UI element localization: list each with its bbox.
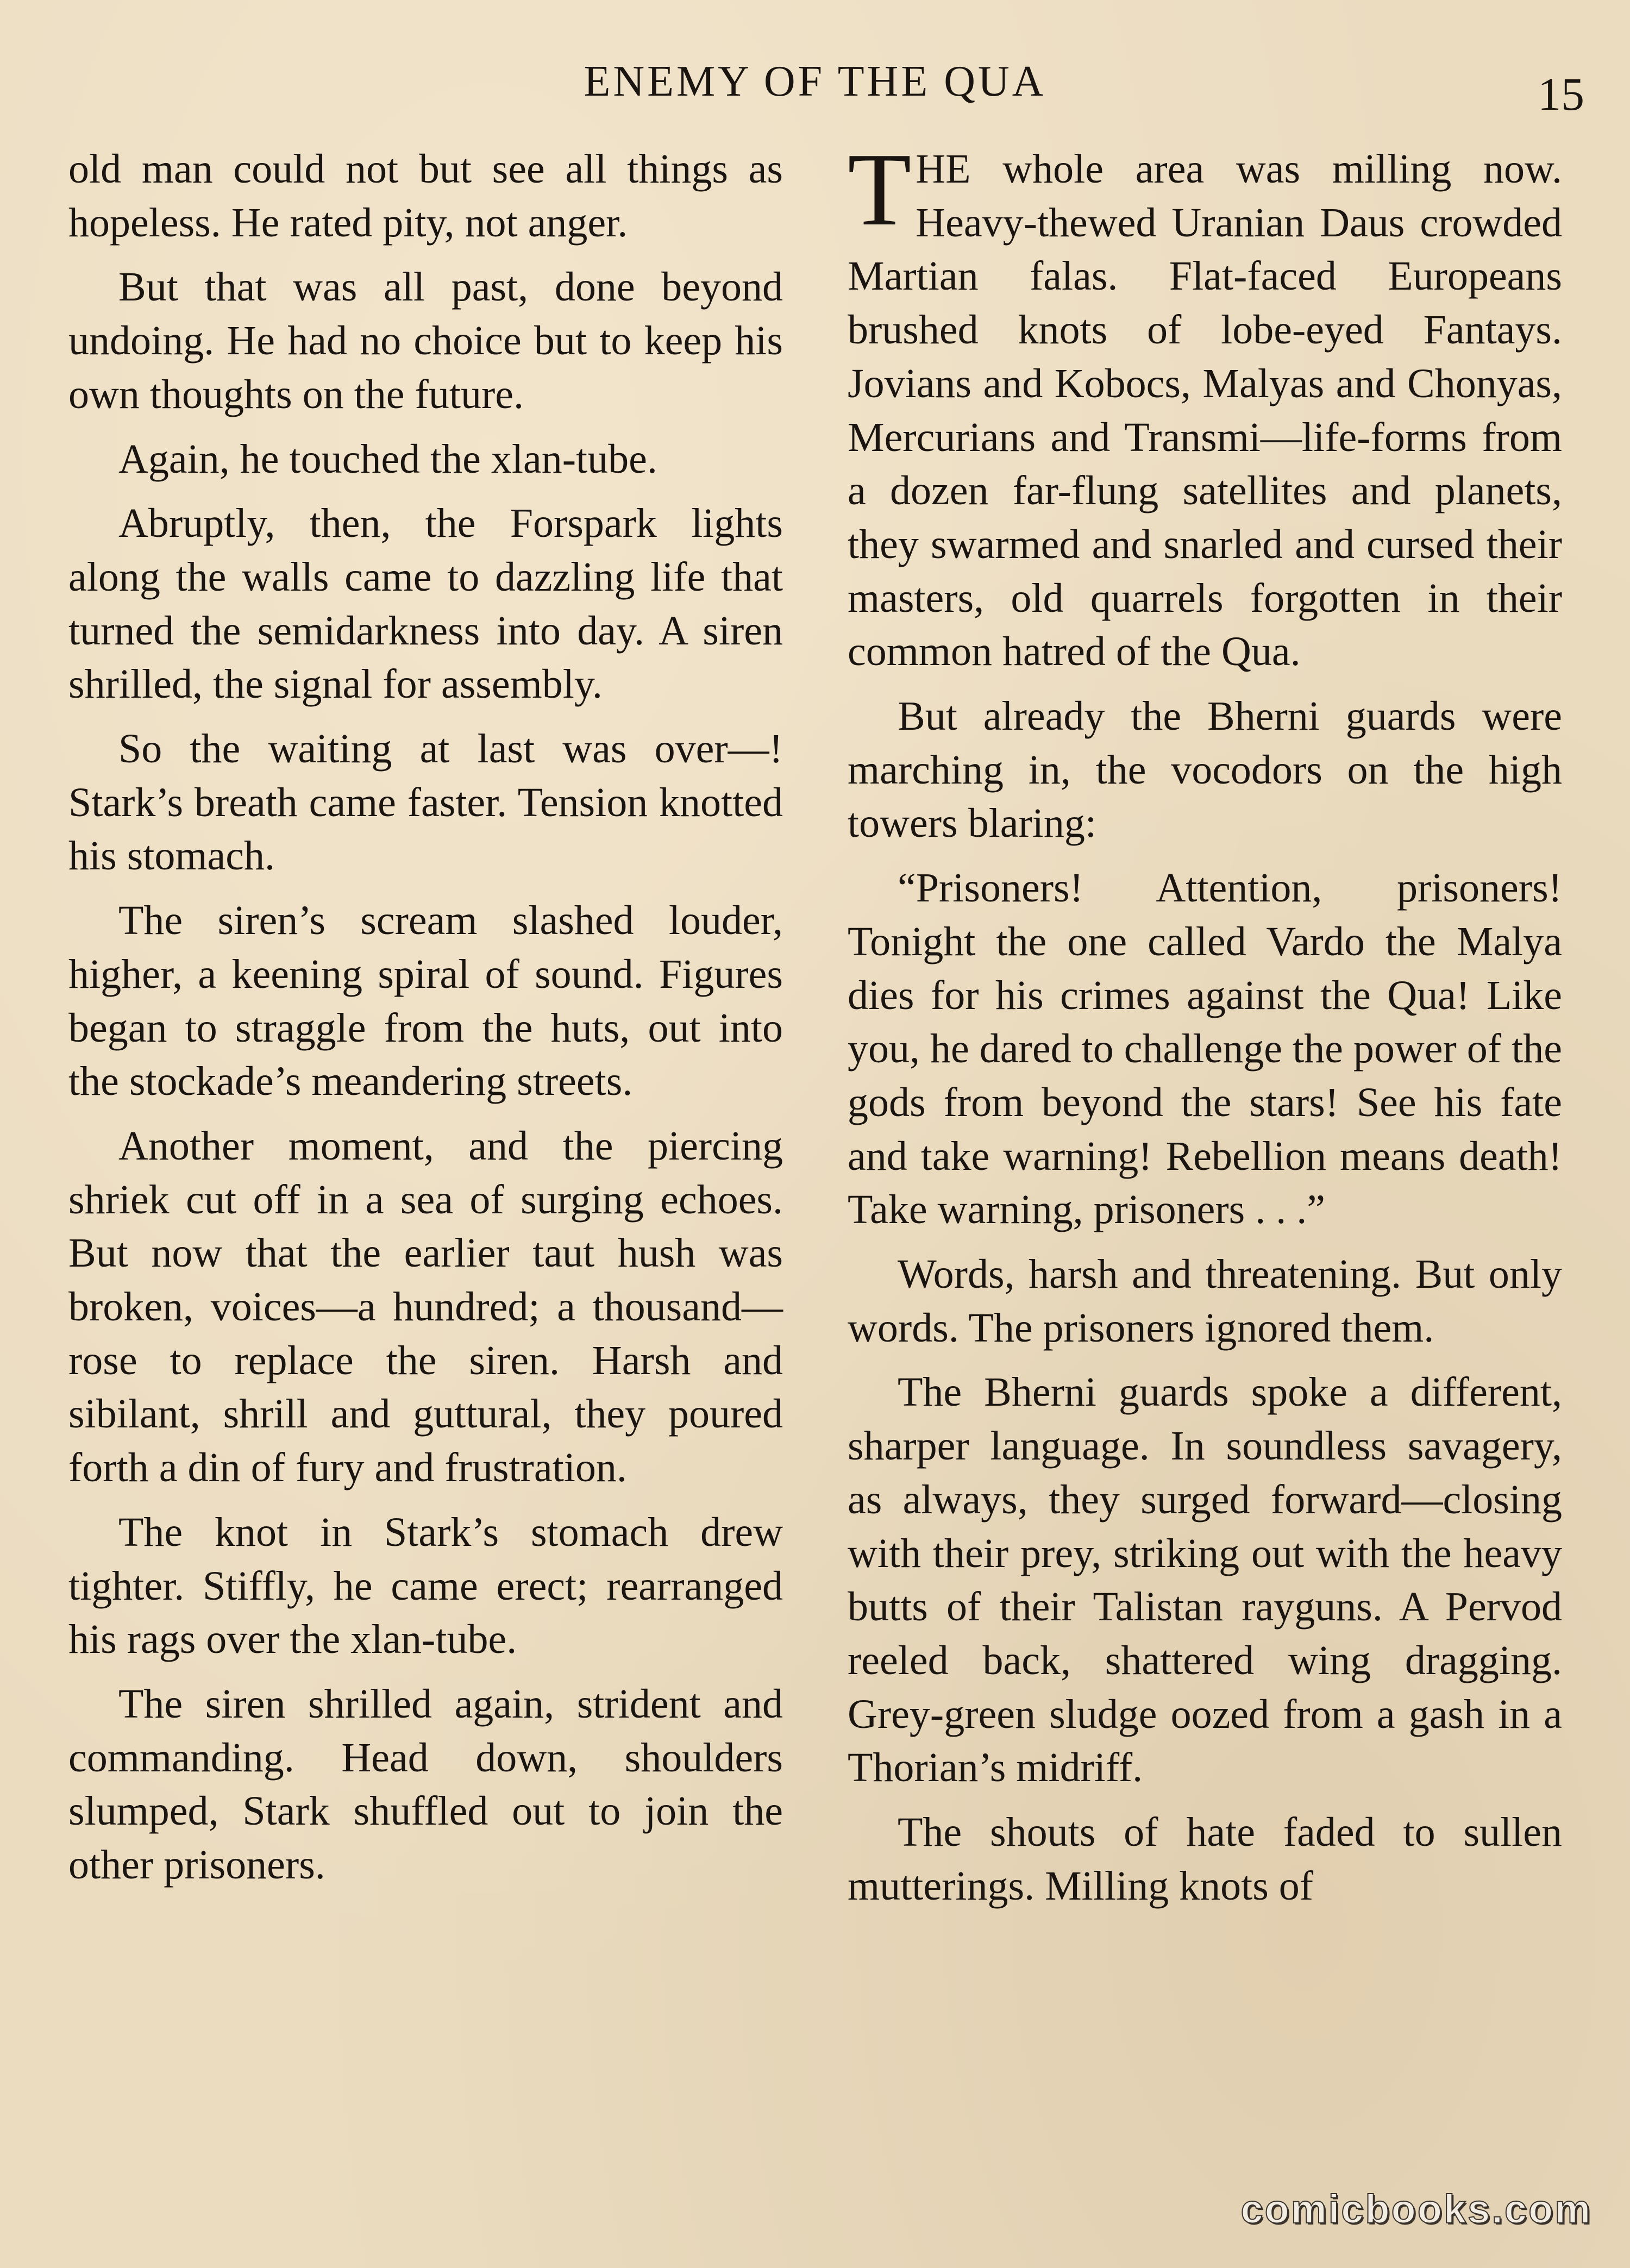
paragraph: Words, harsh and threatening. But only words. The prisoners ignored them.	[848, 1251, 1562, 1351]
paragraph: Another moment, and the piercing shriek cut off in a sea of surging echoes. But now that the earlier taut hush was broken, voices—a hundred; a thousand—rose to replace the siren. Harsh and sibilant, shrill and guttural, they poured forth a din of fury and frustration.	[68, 1123, 783, 1491]
paragraph: Again, he touched the xlan-tube.	[118, 436, 657, 482]
paragraph: So the waiting at last was over—! Stark’s breath came faster. Tension knotted his stomach.	[68, 726, 783, 879]
paragraph: The siren shrilled again, strident and commanding. Head down, shoulders slumped, Stark shuffled out to join the other prisoners.	[68, 1681, 783, 1888]
opening-paragraph	[848, 131, 1562, 679]
paragraph: The shouts of hate faded to sullen mutterings. Milling knots of	[848, 1809, 1562, 1909]
paragraph: But already the Bherni guards were marching in, the vocodors on the high towers blaring:	[848, 693, 1562, 847]
paragraph: The knot in Stark’s stomach drew tighter. Stiffly, he came erect; rearranged his rags over the xlan-tube.	[68, 1509, 783, 1663]
paragraph: The Bherni guards spoke a different, sharper language. In soundless savagery, as always, they surged forward—closing with their prey, striking out with the heavy butts of their Talistan rayguns. A Pervod reeled back, shattered wing dragging. Grey-green sludge oozed from a gash in a Thorian’s midriff.	[848, 1369, 1562, 1791]
running-head: ENEMY OF THE QUA	[584, 58, 1046, 105]
paragraph: old man could not but see all things as hopeless. He rated pity, not anger.	[68, 146, 783, 246]
paragraph: But that was all past, done beyond undoing. He had no choice but to keep his own thoughts on the future.	[68, 264, 783, 417]
left-column	[68, 142, 783, 1892]
paragraph: Abruptly, then, the Forspark lights along the walls came to dazzling life that turned the semidarkness into day. A siren shrilled, the signal for assembly.	[68, 500, 783, 707]
opening-text: HE whole area was milling now. Heavy-thewed Uranian Daus crowded Martian falas. Flat-faced Europeans brushed knots of lobe-eyed Fantays. Jovians and Kobocs, Malyas and Chonyas, Mercurians and Transmi—life-forms from a dozen far-flung satellites and planets, they swarmed and snarled and cursed their masters, old quarrels forgotten in their common hatred of the Qua.	[848, 146, 1562, 675]
page-number: 15	[1538, 68, 1584, 120]
right-column	[848, 131, 1562, 1913]
paragraph: The siren’s scream slashed louder, higher, a keening spiral of sound. Figures began to straggle from the huts, out into the stockade’s meandering streets.	[68, 898, 783, 1105]
drop-cap: T	[848, 131, 912, 247]
paragraph: “Prisoners! Attention, prisoners! Tonight the one called Vardo the Malya dies for his crimes against the Qua! Like you, he dared to challenge the power of the gods from beyond the stars! See his fate and take warning! Rebellion means death! Take warning, prisoners . . .”	[848, 865, 1562, 1233]
watermark: comicbooks.com	[1240, 2186, 1592, 2232]
